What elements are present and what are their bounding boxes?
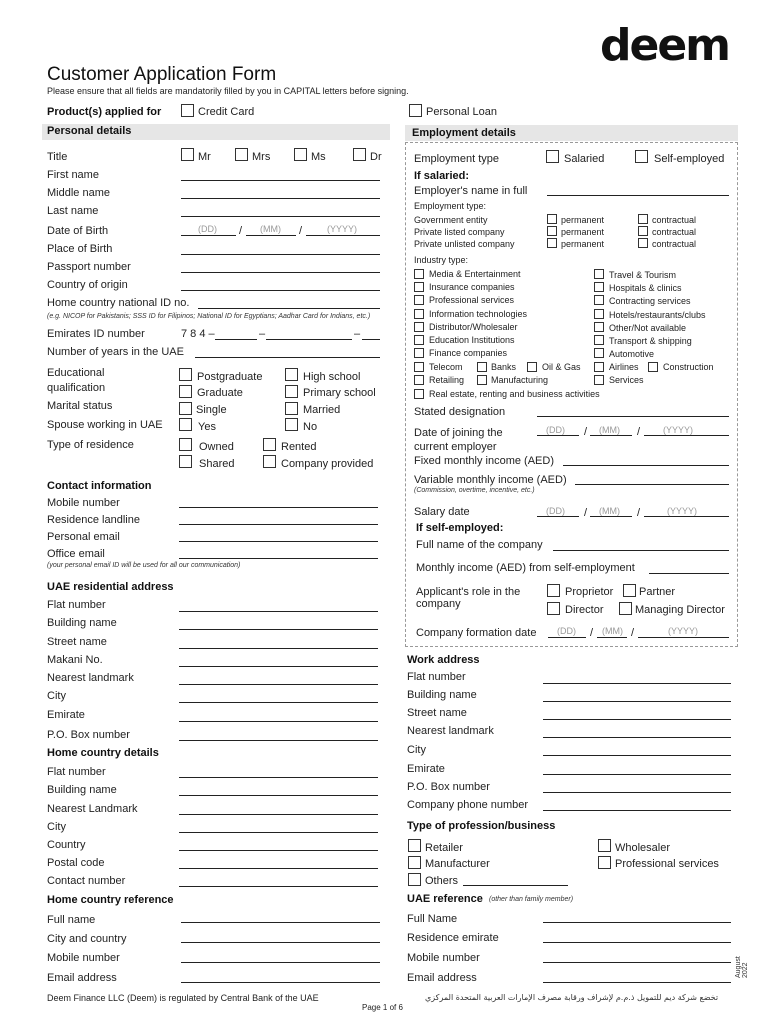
last-name-field[interactable] (181, 216, 380, 217)
company-provided-label: Company provided (281, 458, 374, 470)
marital-label: Marital status (47, 400, 113, 412)
work-phone-label: Company phone number (407, 799, 529, 811)
personal-loan-checkbox[interactable] (409, 104, 422, 117)
uae-address-header: UAE residential address (47, 581, 174, 593)
ms-label: Ms (311, 151, 326, 163)
married-label: Married (303, 404, 341, 416)
home-flat-label: Flat number (47, 766, 106, 778)
uae-makani-label: Makani No. (47, 654, 103, 666)
listed-label: Private listed company (414, 227, 505, 237)
uae-ref-email-label: Email address (407, 972, 477, 984)
dob-yyyy: (YYYY) (327, 224, 358, 234)
personal-loan-label: Personal Loan (426, 106, 497, 118)
personal-email-field[interactable] (179, 541, 378, 542)
fixed-income-label: Fixed monthly income (AED) (414, 455, 554, 467)
work-street-label: Street name (407, 707, 467, 719)
salaried-label: Salaried (564, 153, 605, 165)
role-label: Applicant's role in the company (416, 586, 521, 610)
middle-name-label: Middle name (47, 187, 110, 199)
uae-pobox-label: P.O. Box number (47, 729, 130, 741)
industry-checkbox[interactable] (594, 335, 604, 345)
work-emirate-label: Emirate (407, 763, 445, 775)
home-city-field[interactable] (179, 832, 378, 833)
manufacturing-label: Manufacturing (491, 375, 549, 385)
first-name-field[interactable] (181, 180, 380, 181)
spouse-yes-label: Yes (198, 421, 216, 433)
dob-mm: (MM) (260, 224, 281, 234)
joining-yyyy-field[interactable] (644, 435, 729, 436)
home-contact-field[interactable] (179, 886, 378, 887)
wholesaler-checkbox[interactable] (598, 839, 611, 852)
landline-label: Residence landline (47, 514, 140, 526)
salaried-checkbox[interactable] (546, 150, 559, 163)
salary-slash-2: / (637, 507, 641, 519)
uae-ref-mobile-label: Mobile number (407, 952, 480, 964)
industry-checkbox[interactable] (414, 348, 424, 358)
home-ref-email-field[interactable] (181, 982, 380, 983)
employer-name-label: Employer's name in full (414, 185, 528, 197)
gov-label: Government entity (414, 215, 488, 225)
gov-contractual-checkbox[interactable] (638, 214, 648, 224)
work-flat-label: Flat number (407, 671, 466, 683)
formation-dd-field[interactable] (548, 637, 586, 638)
salary-dd: (DD) (546, 506, 565, 516)
retailing-checkbox[interactable] (414, 375, 424, 385)
mobile-label: Mobile number (47, 497, 120, 509)
uae-emirate-field[interactable] (179, 721, 378, 722)
office-email-label: Office email (47, 548, 105, 560)
work-landmark-field[interactable] (543, 737, 731, 738)
home-city-label: City (47, 821, 66, 833)
home-building-label: Building name (47, 784, 117, 796)
industry-checkbox[interactable] (414, 322, 424, 332)
dob-dd: (DD) (198, 224, 217, 234)
manufacturer-label: Manufacturer (425, 858, 490, 870)
uae-street-field[interactable] (179, 648, 378, 649)
country-origin-label: Country of origin (47, 279, 128, 291)
services-checkbox[interactable] (594, 375, 604, 385)
self-employed-checkbox[interactable] (635, 150, 648, 163)
spouse-no-checkbox[interactable] (285, 418, 298, 431)
passport-field[interactable] (181, 272, 380, 273)
joining-slash-1: / (584, 426, 588, 438)
credit-card-label: Credit Card (198, 106, 255, 118)
unlisted-label: Private unlisted company (414, 239, 515, 249)
oil-gas-checkbox[interactable] (527, 362, 537, 372)
uae-ref-name-label: Full Name (407, 913, 458, 925)
unlisted-contractual-checkbox[interactable] (638, 238, 648, 248)
uae-ref-header-note: (other than family member) (489, 896, 574, 903)
national-id-field[interactable] (198, 308, 380, 309)
telecom-checkbox[interactable] (414, 362, 424, 372)
first-name-label: First name (47, 169, 99, 181)
home-ref-email-label: Email address (47, 972, 117, 984)
uae-ref-name-field[interactable] (543, 922, 731, 923)
pob-label: Place of Birth (47, 243, 113, 255)
home-country-header: Home country details (47, 747, 159, 759)
years-uae-label: Number of years in the UAE (47, 346, 184, 358)
home-postal-field[interactable] (179, 868, 378, 869)
spouse-no-label: No (303, 421, 318, 433)
manufacturing-checkbox[interactable] (477, 375, 487, 385)
industry-checkbox[interactable] (414, 269, 424, 279)
real-estate-label: Real estate, renting and business activities (429, 389, 600, 399)
shared-checkbox[interactable] (179, 455, 192, 468)
industry-checkbox[interactable] (414, 295, 424, 305)
formation-date-label: Company formation date (416, 627, 537, 639)
dr-checkbox[interactable] (353, 148, 366, 161)
industry-option: Hotels/restaurants/clubs (609, 310, 706, 320)
contact-header: Contact information (47, 480, 152, 492)
industry-checkbox[interactable] (414, 309, 424, 319)
eid-dash-2: – (354, 328, 361, 340)
work-phone-field[interactable] (543, 810, 731, 811)
dob-slash-1: / (239, 225, 243, 237)
owned-label: Owned (199, 441, 234, 453)
joining-date-label: Date of joining the current employer (414, 427, 503, 453)
high-school-checkbox[interactable] (285, 368, 298, 381)
proprietor-checkbox[interactable] (547, 584, 560, 597)
uae-ref-emirate-label: Residence emirate (407, 932, 499, 944)
pob-field[interactable] (181, 254, 380, 255)
profession-header: Type of profession/business (407, 820, 556, 832)
gov-contractual-label: contractual (652, 215, 697, 225)
uae-building-field[interactable] (179, 629, 378, 630)
industry-option: Automotive (609, 349, 655, 359)
home-ref-name-label: Full name (47, 914, 96, 926)
work-building-field[interactable] (543, 701, 731, 702)
home-ref-mobile-label: Mobile number (47, 952, 120, 964)
dob-slash-2: / (299, 225, 303, 237)
professional-services-label: Professional services (615, 858, 719, 870)
services-label: Services (609, 375, 644, 385)
airlines-label: Airlines (609, 362, 639, 372)
primary-school-label: Primary school (303, 387, 376, 399)
emp-type-label: Employment type (414, 153, 499, 165)
graduate-checkbox[interactable] (179, 385, 192, 398)
employment-header: Employment details (412, 127, 516, 139)
designation-label: Stated designation (414, 406, 506, 418)
managing-director-checkbox[interactable] (619, 602, 632, 615)
home-ref-name-field[interactable] (181, 922, 380, 923)
passport-label: Passport number (47, 261, 131, 273)
formation-slash-2: / (631, 627, 635, 639)
single-checkbox[interactable] (179, 402, 192, 415)
last-name-label: Last name (47, 205, 99, 217)
mrs-label: Mrs (252, 151, 271, 163)
joining-dd-field[interactable] (537, 435, 579, 436)
spouse-yes-checkbox[interactable] (179, 418, 192, 431)
national-id-note: (e.g. NICOP for Pakistanis; SSS ID for Filipinos; National ID for Egyptians; Aadhar Card for Indians, etc.) (47, 313, 371, 320)
real-estate-checkbox[interactable] (414, 389, 424, 399)
joining-dd: (DD) (546, 425, 565, 435)
middle-name-field[interactable] (181, 198, 380, 199)
personal-details-header: Personal details (47, 125, 132, 137)
self-income-label: Monthly income (AED) from self-employment (416, 562, 635, 574)
formation-mm: (MM) (602, 626, 623, 636)
home-ref-city-label: City and country (47, 933, 127, 945)
retailer-checkbox[interactable] (408, 839, 421, 852)
national-id-label: Home country national ID no. (47, 297, 190, 309)
uae-city-field[interactable] (179, 702, 378, 703)
oil-gas-label: Oil & Gas (542, 362, 581, 372)
unlisted-permanent-checkbox[interactable] (547, 238, 557, 248)
residence-label: Type of residence (47, 439, 134, 451)
industry-option: Hospitals & clinics (609, 283, 682, 293)
if-salaried-label: If salaried: (414, 170, 470, 182)
professional-services-checkbox[interactable] (598, 856, 611, 869)
if-self-employed-label: If self-employed: (416, 522, 504, 534)
formation-mm-field[interactable] (597, 637, 627, 638)
eid-dash-1: – (259, 328, 266, 340)
proprietor-label: Proprietor (565, 586, 614, 598)
postgraduate-label: Postgraduate (197, 371, 263, 383)
contact-note: (your personal email ID will be used for all our communication) (47, 562, 241, 569)
uae-building-label: Building name (47, 617, 117, 629)
uae-flat-field[interactable] (179, 611, 378, 612)
company-provided-checkbox[interactable] (263, 455, 276, 468)
married-checkbox[interactable] (285, 402, 298, 415)
self-income-field[interactable] (649, 573, 729, 574)
industry-option: Other/Not available (609, 323, 687, 333)
company-name-label: Full name of the company (416, 539, 543, 551)
home-building-field[interactable] (179, 795, 378, 796)
emirates-id-prefix: 7 8 4 – (181, 328, 215, 340)
listed-contractual-checkbox[interactable] (638, 226, 648, 236)
others-label: Others (425, 875, 459, 887)
uae-pobox-field[interactable] (179, 740, 378, 741)
mr-label: Mr (198, 151, 211, 163)
uae-emirate-label: Emirate (47, 709, 85, 721)
industry-option: Media & Entertainment (429, 269, 521, 279)
dob-yyyy-field[interactable] (306, 235, 380, 236)
home-landmark-label: Nearest Landmark (47, 803, 138, 815)
employer-name-field[interactable] (547, 195, 729, 196)
uae-flat-label: Flat number (47, 599, 106, 611)
fixed-income-field[interactable] (563, 465, 729, 466)
partner-checkbox[interactable] (623, 584, 636, 597)
industry-option: Education Institutions (429, 335, 515, 345)
listed-permanent-checkbox[interactable] (547, 226, 557, 236)
graduate-label: Graduate (197, 387, 243, 399)
joining-yyyy: (YYYY) (663, 425, 694, 435)
industry-option: Contracting services (609, 296, 691, 306)
salary-slash-1: / (584, 507, 588, 519)
formation-yyyy-field[interactable] (638, 637, 729, 638)
construction-checkbox[interactable] (648, 362, 658, 372)
joining-mm: (MM) (599, 425, 620, 435)
version-text: August 2022 (735, 956, 749, 978)
uae-landmark-label: Nearest landmark (47, 672, 134, 684)
uae-street-label: Street name (47, 636, 107, 648)
variable-income-field[interactable] (575, 484, 729, 485)
retailer-label: Retailer (425, 842, 463, 854)
emirates-id-part-2[interactable] (266, 339, 352, 340)
dr-label: Dr (370, 151, 382, 163)
mobile-field[interactable] (179, 507, 378, 508)
salary-yyyy-field[interactable] (644, 516, 729, 517)
partner-label: Partner (639, 586, 676, 598)
postgraduate-checkbox[interactable] (179, 368, 192, 381)
industry-checkbox[interactable] (594, 295, 604, 305)
uae-ref-email-field[interactable] (543, 982, 731, 983)
dob-dd-field[interactable] (181, 235, 236, 236)
work-city-label: City (407, 744, 426, 756)
mrs-checkbox[interactable] (235, 148, 248, 161)
country-origin-field[interactable] (181, 290, 380, 291)
home-contact-label: Contact number (47, 875, 126, 887)
landline-field[interactable] (179, 524, 378, 525)
others-field[interactable] (463, 885, 568, 886)
page-title: Customer Application Form (47, 64, 277, 85)
home-landmark-field[interactable] (179, 814, 378, 815)
wholesaler-label: Wholesaler (615, 842, 671, 854)
industry-checkbox[interactable] (594, 309, 604, 319)
spouse-label: Spouse working in UAE (47, 419, 163, 431)
industry-checkbox[interactable] (594, 269, 604, 279)
title-label: Title (47, 151, 68, 163)
director-checkbox[interactable] (547, 602, 560, 615)
construction-label: Construction (663, 362, 714, 372)
formation-yyyy: (YYYY) (668, 626, 699, 636)
work-pobox-field[interactable] (543, 792, 731, 793)
emirates-id-part-3[interactable] (362, 339, 380, 340)
airlines-checkbox[interactable] (594, 362, 604, 372)
industry-checkbox[interactable] (414, 282, 424, 292)
mr-checkbox[interactable] (181, 148, 194, 161)
home-ref-mobile-field[interactable] (181, 962, 380, 963)
single-label: Single (196, 404, 227, 416)
uae-makani-field[interactable] (179, 666, 378, 667)
industry-option: Information technologies (429, 309, 528, 319)
retailing-label: Retailing (429, 375, 465, 385)
salary-mm: (MM) (599, 506, 620, 516)
work-address-header: Work address (407, 654, 480, 666)
credit-card-checkbox[interactable] (181, 104, 194, 117)
managing-director-label: Managing Director (635, 604, 725, 616)
work-pobox-label: P.O. Box number (407, 781, 490, 793)
industry-checkbox[interactable] (414, 335, 424, 345)
home-flat-field[interactable] (179, 777, 378, 778)
emirates-id-part-1[interactable] (215, 339, 257, 340)
arabic-regulated-text: تخضع شركة ديم للتمويل ذ.م.م لإشراف ورقابة مصرف الإمارات العربية المتحدة المركزي (425, 993, 719, 1002)
unlisted-permanent-label: permanent (561, 239, 605, 249)
industry-option: Insurance companies (429, 282, 515, 292)
salary-date-label: Salary date (414, 506, 470, 518)
dob-label: Date of Birth (47, 225, 109, 237)
industry-option: Finance companies (429, 348, 508, 358)
page-number: Page 1 of 6 (362, 1003, 403, 1012)
formation-slash-1: / (590, 627, 594, 639)
industry-option: Travel & Tourism (609, 270, 677, 280)
industry-checkbox[interactable] (594, 282, 604, 292)
industry-option: Transport & shipping (609, 336, 692, 346)
variable-income-note: (Commission, overtime, incentive, etc.) (414, 487, 535, 494)
instruction-text: Please ensure that all fields are mandatorily filled by you in CAPITAL letters before signing. (47, 86, 409, 96)
personal-email-label: Personal email (47, 531, 120, 543)
gov-permanent-checkbox[interactable] (547, 214, 557, 224)
formation-dd: (DD) (557, 626, 576, 636)
industry-label: Industry type: (414, 255, 469, 265)
director-label: Director (565, 604, 604, 616)
primary-school-checkbox[interactable] (285, 385, 298, 398)
emirates-id-label: Emirates ID number (47, 328, 145, 340)
uae-ref-mobile-field[interactable] (543, 962, 731, 963)
joining-mm-field[interactable] (590, 435, 632, 436)
unlisted-contractual-label: contractual (652, 239, 697, 249)
company-name-field[interactable] (553, 550, 729, 551)
high-school-label: High school (303, 371, 361, 383)
home-country-field[interactable] (179, 850, 378, 851)
salary-yyyy: (YYYY) (667, 506, 698, 516)
dob-mm-field[interactable] (246, 235, 296, 236)
office-email-field[interactable] (179, 558, 378, 559)
industry-checkbox[interactable] (594, 348, 604, 358)
uae-ref-emirate-field[interactable] (543, 942, 731, 943)
salary-mm-field[interactable] (590, 516, 632, 517)
banks-label: Banks (491, 362, 517, 372)
ms-checkbox[interactable] (294, 148, 307, 161)
manufacturer-checkbox[interactable] (408, 856, 421, 869)
shared-label: Shared (199, 458, 235, 470)
home-ref-header: Home country reference (47, 894, 174, 906)
work-landmark-label: Nearest landmark (407, 725, 494, 737)
years-uae-field[interactable] (195, 357, 380, 358)
work-flat-field[interactable] (543, 683, 731, 684)
industry-checkbox[interactable] (594, 322, 604, 332)
gov-permanent-label: permanent (561, 215, 605, 225)
designation-field[interactable] (537, 416, 729, 417)
owned-checkbox[interactable] (179, 438, 192, 451)
work-building-label: Building name (407, 689, 477, 701)
deem-logo: deem (600, 20, 730, 71)
salary-dd-field[interactable] (537, 516, 579, 517)
telecom-label: Telecom (429, 362, 463, 372)
listed-contractual-label: contractual (652, 227, 697, 237)
work-street-field[interactable] (543, 719, 731, 720)
products-label: Product(s) applied for (47, 106, 162, 118)
rented-label: Rented (281, 441, 317, 453)
listed-permanent-label: permanent (561, 227, 605, 237)
uae-city-label: City (47, 690, 66, 702)
home-country-label: Country (47, 839, 86, 851)
joining-slash-2: / (637, 426, 641, 438)
regulated-text: Deem Finance LLC (Deem) is regulated by Central Bank of the UAE (47, 993, 319, 1003)
emp-type-sub-label: Employment type: (414, 201, 487, 211)
uae-ref-header: UAE reference (407, 893, 483, 905)
industry-option: Professional services (429, 295, 515, 305)
variable-income-label: Variable monthly income (AED) (414, 474, 567, 486)
home-postal-label: Postal code (47, 857, 105, 869)
home-ref-city-field[interactable] (181, 942, 380, 943)
work-city-field[interactable] (543, 755, 731, 756)
uae-landmark-field[interactable] (179, 684, 378, 685)
banks-checkbox[interactable] (477, 362, 487, 372)
education-label: Educational qualification (47, 367, 106, 394)
work-emirate-field[interactable] (543, 774, 731, 775)
rented-checkbox[interactable] (263, 438, 276, 451)
others-checkbox[interactable] (408, 873, 421, 886)
self-employed-label: Self-employed (654, 153, 725, 165)
industry-option: Distributor/Wholesaler (429, 322, 518, 332)
